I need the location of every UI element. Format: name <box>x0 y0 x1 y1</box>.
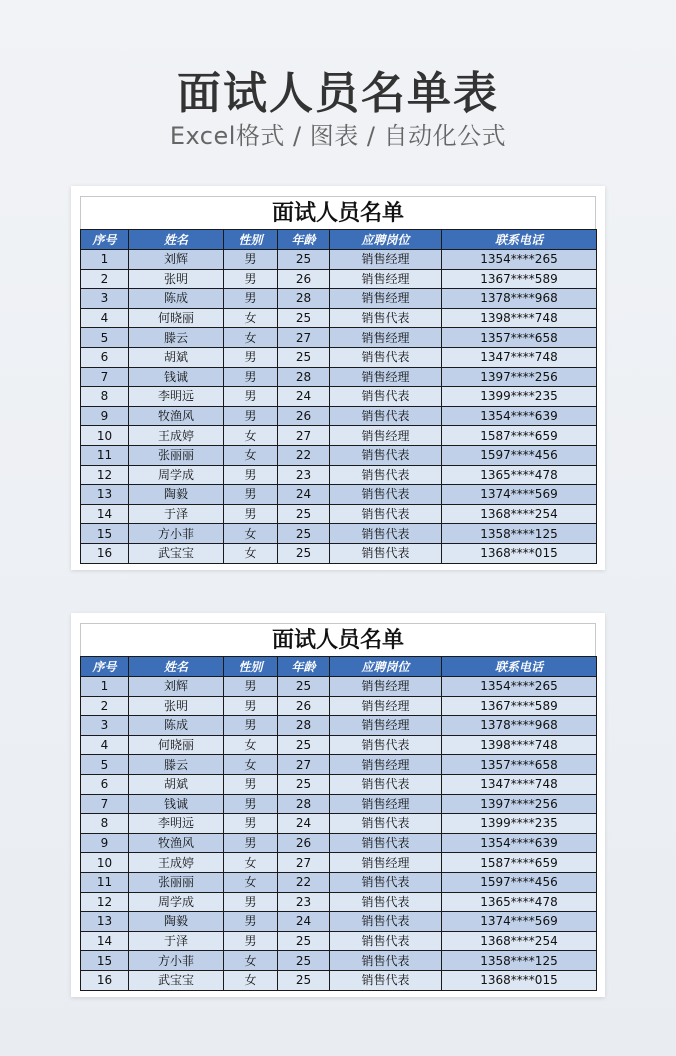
cell-index: 1 <box>81 250 129 270</box>
cell-age: 28 <box>278 716 330 736</box>
header-col-index: 序号 <box>81 657 129 677</box>
candidate-table <box>80 656 597 991</box>
cell-gender: 男 <box>224 406 278 426</box>
cell-gender: 男 <box>224 774 278 794</box>
cell-age: 23 <box>278 892 330 912</box>
cell-index: 3 <box>81 289 129 309</box>
cell-gender: 男 <box>224 504 278 524</box>
sheet-title: 面试人员名单 <box>80 196 596 229</box>
cell-index: 9 <box>81 833 129 853</box>
cell-index: 5 <box>81 328 129 348</box>
table-row <box>81 794 597 814</box>
cell-index: 2 <box>81 696 129 716</box>
cell-name: 李明远 <box>129 814 224 834</box>
cell-phone: 1358****125 <box>442 951 597 971</box>
header-col-position: 应聘岗位 <box>330 657 442 677</box>
cell-age: 26 <box>278 406 330 426</box>
cell-name: 滕云 <box>129 328 224 348</box>
cell-position: 销售代表 <box>330 774 442 794</box>
cell-name: 陶毅 <box>129 912 224 932</box>
header-col-phone: 联系电话 <box>442 657 597 677</box>
cell-gender: 男 <box>224 367 278 387</box>
cell-position: 销售代表 <box>330 308 442 328</box>
cell-name: 何晓丽 <box>129 308 224 328</box>
cell-name: 刘辉 <box>129 677 224 697</box>
cell-position: 销售代表 <box>330 912 442 932</box>
table-row <box>81 308 597 328</box>
table-row <box>81 970 597 990</box>
cell-name: 周学成 <box>129 465 224 485</box>
cell-gender: 女 <box>224 543 278 563</box>
cell-gender: 男 <box>224 892 278 912</box>
cell-phone: 1399****235 <box>442 814 597 834</box>
cell-index: 16 <box>81 970 129 990</box>
cell-gender: 女 <box>224 951 278 971</box>
table-row <box>81 677 597 697</box>
table-row <box>81 367 597 387</box>
table-row <box>81 696 597 716</box>
cell-gender: 男 <box>224 696 278 716</box>
spreadsheet <box>80 623 596 991</box>
cell-position: 销售代表 <box>330 814 442 834</box>
table-row <box>81 504 597 524</box>
cell-position: 销售经理 <box>330 367 442 387</box>
cell-age: 25 <box>278 543 330 563</box>
cell-phone: 1347****748 <box>442 347 597 367</box>
cell-age: 27 <box>278 426 330 446</box>
table-row <box>81 912 597 932</box>
cell-index: 12 <box>81 892 129 912</box>
cell-phone: 1378****968 <box>442 289 597 309</box>
cell-phone: 1354****639 <box>442 833 597 853</box>
table-row <box>81 931 597 951</box>
cell-age: 25 <box>278 735 330 755</box>
cell-name: 李明远 <box>129 387 224 407</box>
cell-index: 15 <box>81 951 129 971</box>
cell-age: 25 <box>278 970 330 990</box>
hero-title: 面试人员名单表 <box>177 68 499 119</box>
cell-position: 销售经理 <box>330 794 442 814</box>
cell-position: 销售经理 <box>330 328 442 348</box>
table-row <box>81 735 597 755</box>
cell-position: 销售代表 <box>330 504 442 524</box>
cell-age: 28 <box>278 367 330 387</box>
table-row <box>81 716 597 736</box>
cell-gender: 男 <box>224 269 278 289</box>
cell-phone: 1354****265 <box>442 250 597 270</box>
cell-index: 1 <box>81 677 129 697</box>
cell-gender: 男 <box>224 289 278 309</box>
cell-position: 销售代表 <box>330 445 442 465</box>
cell-index: 15 <box>81 524 129 544</box>
cell-phone: 1347****748 <box>442 774 597 794</box>
table-row <box>81 524 597 544</box>
cell-phone: 1397****256 <box>442 367 597 387</box>
cell-age: 24 <box>278 485 330 505</box>
cell-name: 何晓丽 <box>129 735 224 755</box>
cell-age: 25 <box>278 951 330 971</box>
candidate-table <box>80 229 597 564</box>
cell-position: 销售代表 <box>330 931 442 951</box>
cell-index: 9 <box>81 406 129 426</box>
header-col-phone: 联系电话 <box>442 230 597 250</box>
cell-index: 14 <box>81 931 129 951</box>
cell-age: 23 <box>278 465 330 485</box>
cell-gender: 男 <box>224 931 278 951</box>
cell-index: 11 <box>81 872 129 892</box>
table-row <box>81 755 597 775</box>
cell-gender: 女 <box>224 524 278 544</box>
table-row <box>81 250 597 270</box>
cell-position: 销售代表 <box>330 833 442 853</box>
table-row <box>81 872 597 892</box>
cell-phone: 1587****659 <box>442 853 597 873</box>
cell-name: 胡斌 <box>129 774 224 794</box>
cell-age: 25 <box>278 250 330 270</box>
cell-phone: 1354****639 <box>442 406 597 426</box>
cell-age: 26 <box>278 696 330 716</box>
hero-subtitle: Excel格式 / 图表 / 自动化公式 <box>169 122 507 150</box>
cell-position: 销售代表 <box>330 387 442 407</box>
cell-position: 销售代表 <box>330 543 442 563</box>
cell-gender: 男 <box>224 677 278 697</box>
cell-name: 方小菲 <box>129 951 224 971</box>
cell-index: 7 <box>81 794 129 814</box>
table-row <box>81 833 597 853</box>
cell-phone: 1357****658 <box>442 328 597 348</box>
cell-gender: 女 <box>224 970 278 990</box>
table-row <box>81 892 597 912</box>
cell-gender: 女 <box>224 853 278 873</box>
cell-position: 销售经理 <box>330 677 442 697</box>
cell-age: 25 <box>278 931 330 951</box>
cell-position: 销售代表 <box>330 970 442 990</box>
cell-age: 25 <box>278 347 330 367</box>
cell-gender: 男 <box>224 465 278 485</box>
header-col-gender: 性别 <box>224 657 278 677</box>
cell-gender: 女 <box>224 755 278 775</box>
cell-age: 25 <box>278 504 330 524</box>
cell-position: 销售代表 <box>330 485 442 505</box>
cell-age: 27 <box>278 853 330 873</box>
cell-name: 于泽 <box>129 504 224 524</box>
table-row <box>81 853 597 873</box>
header-col-age: 年龄 <box>278 230 330 250</box>
cell-gender: 男 <box>224 833 278 853</box>
cell-age: 26 <box>278 833 330 853</box>
sheet-title: 面试人员名单 <box>80 623 596 656</box>
cell-gender: 女 <box>224 872 278 892</box>
cell-index: 2 <box>81 269 129 289</box>
cell-phone: 1367****589 <box>442 269 597 289</box>
cell-name: 牧渔风 <box>129 406 224 426</box>
cell-phone: 1597****456 <box>442 872 597 892</box>
cell-phone: 1365****478 <box>442 892 597 912</box>
cell-phone: 1597****456 <box>442 445 597 465</box>
cell-index: 6 <box>81 347 129 367</box>
header-col-index: 序号 <box>81 230 129 250</box>
cell-index: 3 <box>81 716 129 736</box>
cell-gender: 男 <box>224 250 278 270</box>
cell-index: 10 <box>81 853 129 873</box>
cell-index: 4 <box>81 308 129 328</box>
cell-index: 7 <box>81 367 129 387</box>
cell-position: 销售代表 <box>330 892 442 912</box>
cell-name: 张丽丽 <box>129 445 224 465</box>
cell-gender: 男 <box>224 814 278 834</box>
cell-name: 陶毅 <box>129 485 224 505</box>
cell-age: 27 <box>278 755 330 775</box>
cell-phone: 1374****569 <box>442 485 597 505</box>
cell-age: 25 <box>278 774 330 794</box>
table-row <box>81 406 597 426</box>
cell-position: 销售经理 <box>330 755 442 775</box>
table-row <box>81 289 597 309</box>
cell-position: 销售经理 <box>330 250 442 270</box>
table-row <box>81 814 597 834</box>
cell-index: 8 <box>81 814 129 834</box>
table-row <box>81 465 597 485</box>
table-row <box>81 347 597 367</box>
cell-age: 24 <box>278 387 330 407</box>
cell-position: 销售经理 <box>330 426 442 446</box>
cell-position: 销售经理 <box>330 853 442 873</box>
cell-name: 王成婷 <box>129 426 224 446</box>
table-row <box>81 426 597 446</box>
cell-phone: 1357****658 <box>442 755 597 775</box>
cell-phone: 1358****125 <box>442 524 597 544</box>
cell-gender: 男 <box>224 794 278 814</box>
cell-gender: 男 <box>224 387 278 407</box>
cell-name: 周学成 <box>129 892 224 912</box>
table-header-row <box>81 657 597 677</box>
cell-position: 销售代表 <box>330 524 442 544</box>
cell-index: 13 <box>81 912 129 932</box>
cell-index: 4 <box>81 735 129 755</box>
cell-index: 10 <box>81 426 129 446</box>
cell-phone: 1398****748 <box>442 735 597 755</box>
cell-phone: 1368****015 <box>442 543 597 563</box>
spreadsheet <box>80 196 596 564</box>
cell-index: 14 <box>81 504 129 524</box>
sheet-preview-card-1 <box>71 186 605 570</box>
cell-gender: 男 <box>224 485 278 505</box>
cell-phone: 1399****235 <box>442 387 597 407</box>
cell-age: 27 <box>278 328 330 348</box>
cell-position: 销售代表 <box>330 951 442 971</box>
cell-phone: 1365****478 <box>442 465 597 485</box>
header-col-name: 姓名 <box>129 230 224 250</box>
cell-phone: 1354****265 <box>442 677 597 697</box>
cell-name: 方小菲 <box>129 524 224 544</box>
cell-gender: 女 <box>224 328 278 348</box>
cell-gender: 女 <box>224 308 278 328</box>
table-row <box>81 774 597 794</box>
cell-index: 12 <box>81 465 129 485</box>
cell-name: 刘辉 <box>129 250 224 270</box>
cell-index: 5 <box>81 755 129 775</box>
cell-name: 于泽 <box>129 931 224 951</box>
cell-position: 销售代表 <box>330 735 442 755</box>
cell-age: 25 <box>278 308 330 328</box>
cell-position: 销售代表 <box>330 347 442 367</box>
cell-name: 陈成 <box>129 716 224 736</box>
cell-age: 25 <box>278 524 330 544</box>
cell-position: 销售代表 <box>330 872 442 892</box>
cell-name: 钱诚 <box>129 794 224 814</box>
cell-phone: 1587****659 <box>442 426 597 446</box>
cell-age: 24 <box>278 814 330 834</box>
cell-phone: 1378****968 <box>442 716 597 736</box>
cell-name: 王成婷 <box>129 853 224 873</box>
header-col-gender: 性别 <box>224 230 278 250</box>
cell-phone: 1374****569 <box>442 912 597 932</box>
cell-gender: 女 <box>224 445 278 465</box>
cell-position: 销售代表 <box>330 406 442 426</box>
cell-age: 22 <box>278 445 330 465</box>
header-col-name: 姓名 <box>129 657 224 677</box>
table-row <box>81 387 597 407</box>
cell-index: 11 <box>81 445 129 465</box>
cell-index: 8 <box>81 387 129 407</box>
cell-index: 13 <box>81 485 129 505</box>
cell-age: 22 <box>278 872 330 892</box>
cell-phone: 1397****256 <box>442 794 597 814</box>
cell-gender: 女 <box>224 735 278 755</box>
cell-name: 胡斌 <box>129 347 224 367</box>
cell-name: 张明 <box>129 269 224 289</box>
cell-name: 武宝宝 <box>129 970 224 990</box>
cell-phone: 1368****254 <box>442 931 597 951</box>
table-row <box>81 485 597 505</box>
cell-age: 25 <box>278 677 330 697</box>
cell-age: 28 <box>278 794 330 814</box>
cell-position: 销售代表 <box>330 465 442 485</box>
cell-gender: 女 <box>224 426 278 446</box>
header-col-position: 应聘岗位 <box>330 230 442 250</box>
cell-position: 销售经理 <box>330 716 442 736</box>
table-row <box>81 328 597 348</box>
cell-phone: 1398****748 <box>442 308 597 328</box>
cell-gender: 男 <box>224 912 278 932</box>
cell-phone: 1368****254 <box>442 504 597 524</box>
cell-index: 6 <box>81 774 129 794</box>
cell-age: 24 <box>278 912 330 932</box>
cell-name: 武宝宝 <box>129 543 224 563</box>
cell-name: 牧渔风 <box>129 833 224 853</box>
cell-name: 滕云 <box>129 755 224 775</box>
table-header-row <box>81 230 597 250</box>
sheet-preview-card-2 <box>71 613 605 997</box>
cell-name: 张丽丽 <box>129 872 224 892</box>
cell-name: 陈成 <box>129 289 224 309</box>
table-row <box>81 951 597 971</box>
cell-position: 销售经理 <box>330 269 442 289</box>
cell-index: 16 <box>81 543 129 563</box>
cell-position: 销售经理 <box>330 289 442 309</box>
cell-age: 26 <box>278 269 330 289</box>
table-row <box>81 543 597 563</box>
table-row <box>81 445 597 465</box>
cell-phone: 1367****589 <box>442 696 597 716</box>
cell-name: 钱诚 <box>129 367 224 387</box>
table-row <box>81 269 597 289</box>
cell-gender: 男 <box>224 716 278 736</box>
header-col-age: 年龄 <box>278 657 330 677</box>
cell-gender: 男 <box>224 347 278 367</box>
cell-name: 张明 <box>129 696 224 716</box>
cell-position: 销售经理 <box>330 696 442 716</box>
cell-phone: 1368****015 <box>442 970 597 990</box>
cell-age: 28 <box>278 289 330 309</box>
